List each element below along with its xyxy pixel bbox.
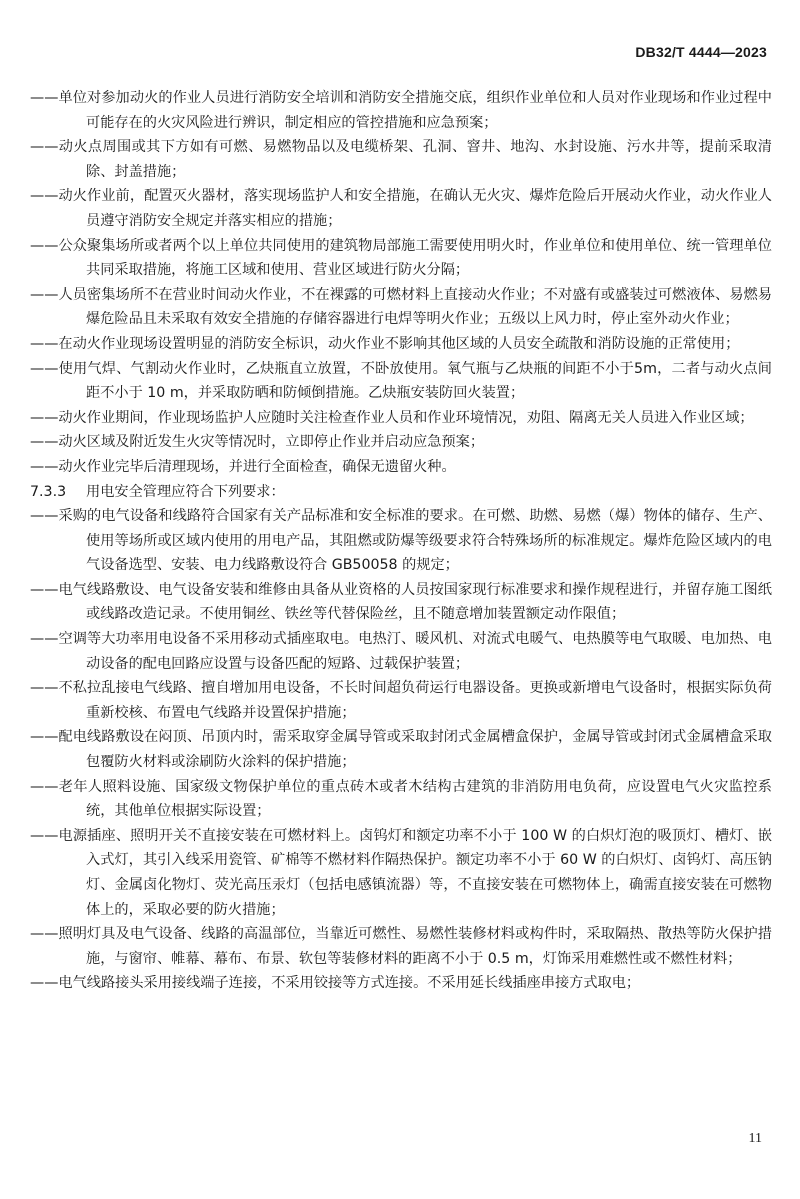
list-item: ——电源插座、照明开关不直接安装在可燃材料上。卤钨灯和额定功率不小于 100 W 的白炽灯泡的吸顶灯、槽灯、嵌入式灯，其引入线采用瓷管、矿棉等不燃材料作隔热保护。额定功率不小于 60 W 的白炽灯、卤钨灯、高压钠灯、金属卤化物灯、荧光高压汞灯（包括电感镇流器）等，不直接安装在可燃物体上，确需直接安装在可燃物体上的，采取必要的防火措施； [30,827,772,918]
section-number: 7.3.3 [30,483,67,500]
list-item: ——采购的电气设备和线路符合国家有关产品标准和安全标准的要求。在可燃、助燃、易燃（爆）物体的储存、生产、使用等场所或区域内使用的用电产品，其阻燃或防爆等级要求符合特殊场所的标准规定。爆炸危险区域内的电气设备选型、安装、电力线路敷设符合 GB50058 的规定； [30,508,772,574]
electrical-safety-requirements-list [30,504,772,996]
list-item: ——动火点周围或其下方如有可燃、易燃物品以及电缆桥架、孔洞、窨井、地沟、水封设施、污水井等，提前采取清除、封盖措施； [30,139,772,180]
section-title: 用电安全管理应符合下列要求： [86,483,285,500]
section-heading [30,480,772,505]
list-item: ——动火作业完毕后清理现场，并进行全面检查，确保无遗留火种。 [30,458,456,475]
list-item: ——使用气焊、气割动火作业时，乙炔瓶直立放置，不卧放使用。氧气瓶与乙炔瓶的间距不小于5m，二者与动火点间距不小于 10 m，并采取防晒和防倾倒措施。乙炔瓶安装防回火装置； [30,360,772,402]
page-number: 11 [748,1131,762,1146]
list-item: ——公众聚集场所或者两个以上单位共同使用的建筑物局部施工需要使用明火时，作业单位和使用单位、统一管理单位共同采取措施，将施工区域和使用、营业区域进行防火分隔； [30,237,772,279]
document-code-header: DB32/T 4444—2023 [635,44,767,60]
list-item: ——空调等大功率用电设备不采用移动式插座取电。电热汀、暖风机、对流式电暖气、电热膜等电气取暖、电加热、电动设备的配电回路应设置与设备匹配的短路、过载保护装置； [30,631,772,672]
list-item: ——老年人照料设施、国家级文物保护单位的重点砖木或者木结构古建筑的非消防用电负荷，应设置电气火灾监控系统，其他单位根据实际设置； [30,778,772,820]
list-item: ——照明灯具及电气设备、线路的高温部位，当靠近可燃性、易燃性装修材料或构件时，采取隔热、散热等防火保护措施，与窗帘、帷幕、幕布、布景、软包等装修材料的距离不小于 0.5 m，灯饰采用难燃性或不燃性材料； [30,926,772,967]
document-body [30,86,772,996]
list-item: ——电气线路接头采用接线端子连接，不采用铰接等方式连接。不采用延长线插座串接方式取电； [30,975,641,992]
list-item: ——不私拉乱接电气线路、擅自增加用电设备，不长时间超负荷运行电器设备。更换或新增电气设备时，根据实际负荷重新校核、布置电气线路并设置保护措施； [30,680,772,721]
list-item: ——人员密集场所不在营业时间动火作业，不在裸露的可燃材料上直接动火作业；不对盛有或盛装过可燃液体、易燃易爆危险品且未采取有效安全措施的存储容器进行电焊等明火作业；五级以上风力时，停止室外动火作业； [30,286,772,328]
list-item: ——动火作业前，配置灭火器材，落实现场监护人和安全措施，在确认无火灾、爆炸危险后开展动火作业，动火作业人员遵守消防安全规定并落实相应的措施； [30,188,772,229]
list-item: ——动火区域及附近发生火灾等情况时，立即停止作业并启动应急预案； [30,434,485,451]
list-item: ——动火作业期间，作业现场监护人应随时关注检查作业人员和作业环境情况，劝阻、隔离无关人员进入作业区域； [30,409,754,426]
list-item: ——配电线路敷设在闷顶、吊顶内时，需采取穿金属导管或采取封闭式金属槽盒保护，金属导管或封闭式金属槽盒采取包覆防火材料或涂刷防火涂料的保护措施； [30,729,772,771]
list-item: ——在动火作业现场设置明显的消防安全标识，动火作业不影响其他区域的人员安全疏散和消防设施的正常使用； [30,335,740,352]
list-item: ——单位对参加动火的作业人员进行消防安全培训和消防安全措施交底，组织作业单位和人员对作业现场和作业过程中可能存在的火灾风险进行辨识，制定相应的管控措施和应急预案； [30,90,772,131]
list-item: ——电气线路敷设、电气设备安装和维修由具备从业资格的人员按国家现行标准要求和操作规程进行，并留存施工图纸或线路改造记录。不使用铜丝、铁丝等代替保险丝，且不随意增加装置额定动作限值； [30,581,772,623]
fire-work-requirements-list [30,86,772,480]
